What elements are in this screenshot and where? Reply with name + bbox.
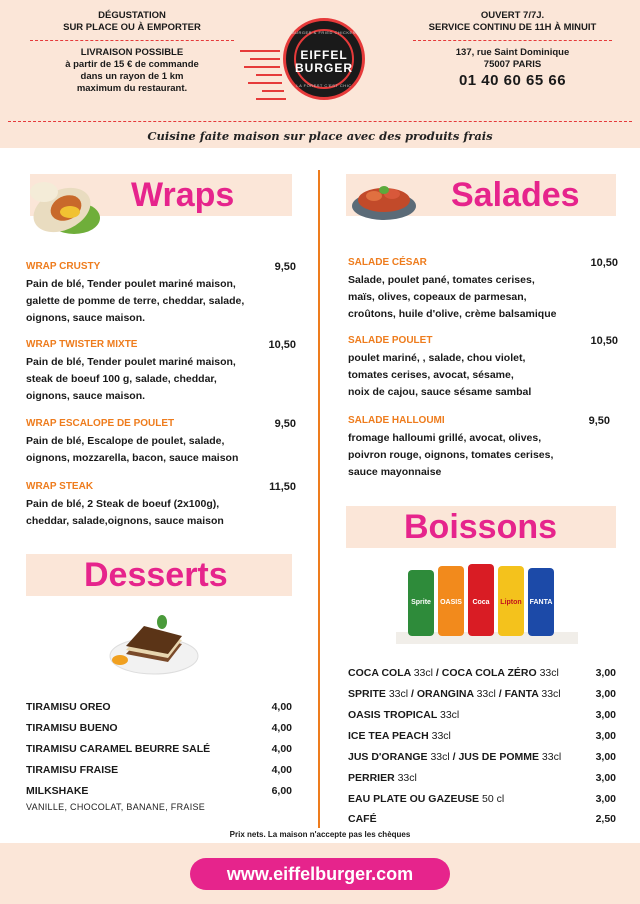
footnote: Prix nets. La maison n'accepte pas les chèques <box>229 830 411 839</box>
wrap-photo <box>14 170 104 242</box>
dessert-price: 4,00 <box>271 743 292 755</box>
drink-name: ICE TEA PEACH <box>348 730 432 742</box>
item-price: 10,50 <box>590 257 618 269</box>
dessert-price: 4,00 <box>271 701 292 713</box>
desc-line: tomates cerises, avocat, sésame, <box>348 369 514 381</box>
drink-name: FANTA <box>504 688 542 700</box>
dessert-price: 4,00 <box>271 722 292 734</box>
item-name: WRAP CRUSTY <box>26 261 101 272</box>
header-left-info <box>22 10 242 95</box>
item-description <box>348 430 610 481</box>
drink-name: EAU PLATE OU GAZEUSE <box>348 793 482 805</box>
item-price: 10,50 <box>268 339 296 351</box>
speed-line <box>250 58 280 60</box>
drink-name: SPRITE <box>348 688 389 700</box>
dessert-name: TIRAMISU FRAISE <box>26 764 119 776</box>
dessert-price: 4,00 <box>271 764 292 776</box>
item-name: WRAP STEAK <box>26 481 94 492</box>
dessert-name: MILKSHAKE <box>26 785 89 797</box>
drink-name: CAFÉ <box>348 813 377 825</box>
drink-price: 2,50 <box>595 813 616 825</box>
can-label: FANTA <box>529 599 553 606</box>
can-label: Coca <box>472 599 490 606</box>
drink-price: 3,00 <box>595 730 616 742</box>
drink-volume: 33cl <box>431 730 451 742</box>
menu-item <box>348 334 618 401</box>
drink-row <box>348 729 616 743</box>
item-name: SALADE HALLOUMI <box>348 415 445 426</box>
can-label: OASIS <box>440 599 462 606</box>
desc-line: poivron rouge, oignons, tomates cerises, <box>348 449 554 461</box>
dessert-price: 6,00 <box>271 785 292 797</box>
salad-photo <box>346 172 426 224</box>
desc-line: cheddar, salade,oignons, sauce maison <box>26 515 224 527</box>
speed-line <box>244 66 280 68</box>
address-line1: 137, rue Saint Dominique <box>455 47 570 58</box>
drink-separator: / <box>408 688 417 700</box>
eiffel-burger-logo <box>283 18 365 100</box>
drink-volume: 50 cl <box>481 793 505 805</box>
menu-item <box>26 338 296 405</box>
dessert-row <box>26 742 292 756</box>
speed-line <box>262 90 284 92</box>
drink-volume: 33cl <box>541 751 562 763</box>
drink-name: JUS D'ORANGE <box>348 751 431 763</box>
header-left-divider <box>30 40 234 41</box>
speed-line <box>248 82 282 84</box>
drink-volume: 33cl <box>388 688 409 700</box>
footer-band <box>0 843 640 904</box>
item-name: SALADE CÉSAR <box>348 257 427 268</box>
dessert-name: TIRAMISU CARAMEL BEURRE SALÉ <box>26 743 211 755</box>
drink-row <box>348 792 616 806</box>
drink-separator: / <box>432 667 442 679</box>
column-divider <box>318 170 320 828</box>
menu-item <box>348 256 618 323</box>
salades-title: Salades <box>451 176 580 214</box>
drink-price: 3,00 <box>595 772 616 784</box>
item-price: 9,50 <box>274 418 296 430</box>
menu-item <box>26 480 296 530</box>
logo-ring-bottom-text: LA FOREST C'EST CHIC <box>296 83 352 88</box>
drink-name: ORANGINA <box>416 688 477 700</box>
drink-row <box>348 708 616 722</box>
drink-price: 3,00 <box>595 709 616 721</box>
desc-line: maïs, olives, copeaux de parmesan, <box>348 291 527 303</box>
tiramisu-photo <box>104 604 204 680</box>
menu-item <box>348 414 610 481</box>
desc-line: noix de cajou, sauce sésame sambal <box>348 386 532 398</box>
drink-name: PERRIER <box>348 772 398 784</box>
delivery-line3: maximum du restaurant. <box>76 83 188 94</box>
item-name: SALADE POULET <box>348 335 433 346</box>
drink-volume: 33cl <box>430 751 450 763</box>
milkshake-flavors: VANILLE, CHOCOLAT, BANANE, FRAISE <box>26 802 206 812</box>
speed-line <box>256 98 286 100</box>
desc-line: Pain de blé, Tender poulet mariné maison, <box>26 356 236 368</box>
dessert-row <box>26 700 292 714</box>
drink-row <box>348 687 616 701</box>
address-line2: 75007 PARIS <box>483 59 542 70</box>
drink-price: 3,00 <box>595 751 616 763</box>
item-name: WRAP ESCALOPE DE POULET <box>26 418 175 429</box>
drink-volume: 33cl <box>541 688 561 700</box>
dessert-row <box>26 763 292 777</box>
drink-separator: / <box>495 688 505 700</box>
drink-name: COCA COLA ZÉRO <box>441 667 540 679</box>
drink-volume: 33cl <box>413 667 433 679</box>
drink-row <box>348 750 616 764</box>
drink-volume: 33cl <box>539 667 559 679</box>
dessert-name: TIRAMISU OREO <box>26 701 111 713</box>
drink-name: JUS DE POMME <box>458 751 542 763</box>
header-divider <box>8 121 632 122</box>
item-price: 11,50 <box>269 481 296 493</box>
desc-line: steak de boeuf 100 g, salade, cheddar, <box>26 373 217 385</box>
drink-row <box>348 771 616 785</box>
dine-in-line1: DÉGUSTATION <box>98 10 166 21</box>
logo-text-eiffel: EIFFEL <box>300 48 348 62</box>
dine-in-line2: SUR PLACE OU À EMPORTER <box>63 22 201 33</box>
speed-line <box>256 74 282 76</box>
desc-line: oignons, mozzarella, bacon, sauce maison <box>26 452 239 464</box>
item-description <box>348 350 618 401</box>
delivery-line2: dans un rayon de 1 km <box>80 71 184 82</box>
item-description <box>26 433 296 467</box>
menu-item <box>26 417 296 467</box>
delivery-line1: à partir de 15 € de commande <box>65 59 199 70</box>
drink-price: 3,00 <box>595 793 616 805</box>
item-price: 9,50 <box>274 261 296 273</box>
item-description <box>26 354 296 405</box>
dessert-name: TIRAMISU BUENO <box>26 722 118 734</box>
boissons-title: Boissons <box>404 508 558 546</box>
desc-line: oignons, sauce maison. <box>26 390 146 402</box>
header-right-divider <box>413 40 612 41</box>
hours-line1: OUVERT 7/7J. <box>480 10 545 21</box>
item-price: 10,50 <box>590 335 618 347</box>
desc-line: croûtons, huile d'olive, crème balsamique <box>348 308 557 320</box>
drink-price: 3,00 <box>595 667 616 679</box>
desserts-title: Desserts <box>84 556 228 594</box>
desc-line: sauce mayonnaise <box>348 466 442 478</box>
hours-line2: SERVICE CONTINU DE 11H À MINUIT <box>428 22 597 33</box>
desc-line: galette de pomme de terre, cheddar, salade, <box>26 295 245 307</box>
desc-line: poulet mariné, , salade, chou violet, <box>348 352 526 364</box>
drink-row <box>348 812 616 826</box>
drink-row <box>348 666 616 680</box>
can-label: Sprite <box>411 599 431 606</box>
item-name: WRAP TWISTER MIXTE <box>26 339 138 350</box>
drink-name: OASIS TROPICAL <box>348 709 440 721</box>
dessert-row <box>26 721 292 735</box>
logo-ring-top-text: BURGER & FRIED CHICKEN <box>291 30 357 35</box>
item-description <box>26 276 296 327</box>
desc-line: Pain de blé, 2 Steak de boeuf (2x100g), <box>26 498 220 510</box>
wraps-title: Wraps <box>131 176 235 214</box>
drink-price: 3,00 <box>595 688 616 700</box>
desc-line: Pain de blé, Tender poulet mariné maison, <box>26 278 236 290</box>
dessert-row <box>26 784 292 814</box>
item-price: 9,50 <box>588 415 610 427</box>
header-right-info <box>405 10 620 87</box>
phone-number: 01 40 60 65 66 <box>458 72 567 89</box>
logo-text-burger: BURGER <box>294 61 353 75</box>
desc-line: Pain de blé, Escalope de poulet, salade, <box>26 435 225 447</box>
desc-line: oignons, sauce maison. <box>26 312 146 324</box>
speed-line <box>240 50 280 52</box>
drink-volume: 33cl <box>476 688 496 700</box>
drink-volume: 33cl <box>397 772 417 784</box>
can-label: Lipton <box>500 599 522 606</box>
drink-separator: / <box>449 751 459 763</box>
website-link[interactable]: www.eiffelburger.com <box>190 858 450 890</box>
menu-item <box>26 260 296 327</box>
drink-volume: 33cl <box>439 709 460 721</box>
item-description <box>348 272 618 323</box>
drink-name: COCA COLA <box>348 667 414 679</box>
drink-cans-photo <box>396 560 578 644</box>
item-description <box>26 496 296 530</box>
header-band <box>0 0 640 148</box>
desc-line: fromage halloumi grillé, avocat, olives, <box>348 432 542 444</box>
desc-line: Salade, poulet pané, tomates cerises, <box>348 274 535 286</box>
delivery-title: LIVRAISON POSSIBLE <box>80 47 184 58</box>
tagline: Cuisine faite maison sur place avec des produits frais <box>147 129 493 143</box>
